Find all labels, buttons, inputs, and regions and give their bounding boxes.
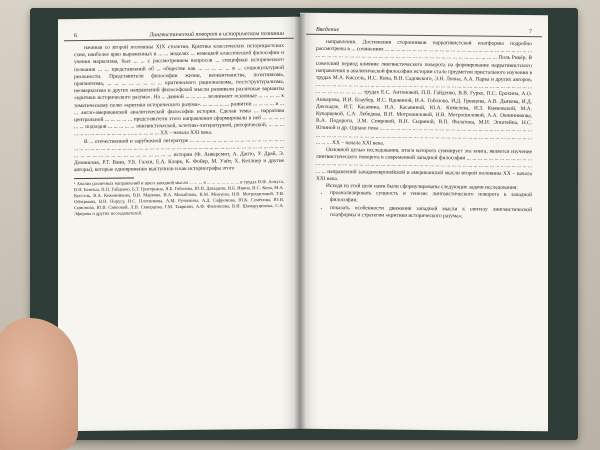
footnote-rule <box>74 177 134 179</box>
task-list <box>316 190 532 221</box>
footnote: ¹ Анализ различных направлений и школ западной мысли ... ... ... и ... ... ... ... ... ... ... в трудах В.Ф. Асмуса, В.Н. Бенеша, П.П. Гайденко, Б.Т. Григорьяна, Я.Б. Гобозова, Ю.Н. Давыдова, В.Б. Ивина, И.С. Кона, М.А. Киссель, В.А. Кожевникова, В.В. Маркова, И.А. Михайлова, В.М. Межуева, Н.В. Мотрошиловой, Т.И. Ойзермана, В.Н. Порусу, Н.С. Плотникова, А.М. Руткевича, А.Д. Сафронова, Ю.К. Семёнова, Ю.Н. Симонова, Ю.В. Синеокой, Л.В. Скворцова, Г.М. Тавризян, А.Ф. Филиппова, В.И. Шамаруцинова, С.А. Эфирова и других исследователей. <box>74 178 284 216</box>
paragraph: Исходя из этой цели нами были сформулированы следующие задачи исследования: <box>326 183 518 192</box>
left-running-head <box>64 17 294 41</box>
paragraph: направления. Достижения сторонников нарративистской платформы подробно рассмотрены в ... сочинениях ... ... ... ... ... ... ... ... ... ... ... ... ... ... ... ... ... ... ... ... ... ... ... ... ... ... ... ... ... ... ... ... ... ... ... ... ... ... ... ... ... ... ... ... ... ... ... ... ... ... ... ... ... ... ... ... ... ... ... Поль Рикёр. В советский период влияние лингвистического поворота на формирование нарративистского направления в аналитической философии истории стало предметом пристального изучения в трудах М.А. Киссель, И.С. Кона, В.Н. Садовского, Э.Н. Лоона, А.А. Парка и других авторов, ... ... ... ... ... ... ... ... ... ... ... ... ... ... ... ... ... ... ... ... ... ... ... ... ... ... ... ... ... ... ... ... ... ... ... ... ... ... ... ... ... ... ... ... ... ... ... ... трудах Е.С. Антоновой, П.П. Гайденко, В.В. Гурко, П.С. Ерохина, А.О. Ашкерова, И.И. Блаубер, И.С. Вдовиной, И.А. Гобозова, И.Д. Гревцова, А.В. Дьякова, И.Д. Джохадзе, И.Т. Касавина, Н.А. Касавиной, Ю.А. Кимелева, И.З. Кияновской, М.А. Кукарцевой, С.А. Лебедева, В.Н. Мотрошиловой, Н.В. Мотрошиловой, А.А. Овчинникова, В.А. Подороги, Э.М. Спировой, В.Н. Сыриной, В.П. Филатова, М.Н. Эпштейна, Н.С. Юлиной и др. Однако пока ... ... ... ... ... ... ... ... ... ... ... ... ... ... ... ... ... ... ... ... ... ... ... ... ... ... ... ... ... ... ... ... ... ... ... ... ... ... ... ... ... ... ... ... ... ... ... ... ... ... ... ... ... ... ... ... ... ... ... ... ... ... ... ... ... ... ... ... ... ... ... XX – начала XXI века. <box>316 38 532 147</box>
right-running-title: Введение <box>316 26 340 34</box>
right-running-head <box>306 13 542 37</box>
left-body-text <box>58 39 300 217</box>
right-page <box>300 13 548 432</box>
paragraph: Основной целью исследования, итоги которого суммирует эта книга, является изучение лингвистического поворота в современной западной философии ... ... ... ... ... ... ... ... ... ... ... ... ... ... ... ... ... ... ... ... ... ... ... ... ... ... ... ... ... ... ... ... ... ... ... ... ... ... ... ... ... ... ... ... ... ... ... ... ... ... ... ... ... ... направлений западноевропейской и американской мысли второй половины XX – начала XXI века. <box>316 147 532 182</box>
paragraph: В ... отечественной и зарубежной литературе ... ... ... ... ... ... ... ... ... ... ... ... ... ... ... ... ... ... ... ... ... ... ... ... ... ... ... ... ... ... ... ... ... ... ... ... ... ... ... ... ... ... ... ... ... ... ... ... ... ... ... ... ... ... ... ... ... ... ... ... ... ... ... ... ... ... ... ... ... ... ... ... истории (Ф. Анкерсмит, А. Данто, У. Драй, Э. Доманская, Р.Т. Ванн, У.Б. Галли, Е.А. Кларк, К. Фойер, М. Уайт, Х. Келлнер и другие авторы), которые одновременно выступили и как историографы этого <box>74 136 284 174</box>
list-item: • показать особенности движения западной мысли к синтезу лингвистической платформы и стратегии «критики исторического разума»; <box>330 205 532 222</box>
left-page-number: 6 <box>74 33 77 40</box>
left-page <box>58 17 300 432</box>
right-body-text <box>300 35 548 222</box>
list-item: • проанализировать сущность и генезис лингвистического поворота в западной философии; <box>330 190 532 207</box>
hand-holding-book <box>0 318 78 450</box>
book-gutter <box>294 14 306 430</box>
right-page-number: 7 <box>529 29 532 36</box>
left-running-title: Лингвистический поворот в историческом познании <box>149 30 284 39</box>
paragraph: начиная со второй половины XIX столетия. Критика классических историцистских схем, наиболее ярко выраженных в ... ... моделях ... немецкой классической философии и учения марксизма, был ... ... с рассмотрением вопросов ... специфики исторического познания ... ... представлений об ... обществе как ... ... ... ... ... в ... социокультурной реальности. Представители философии жизни, неокантианства, позитивизма, прагматизма, ... ... ... ... ... ... ... ... критического рационализма, постструктурализма, неомарксизма и других направлений философской мысли развивали различные варианты «критики исторического разума». На ... данной ... ... ... ... возникают основные ... ... ... ... к тематическому полю «критики исторического разума». ... ... ... ... ... развитии ... ... ... ... и ... ... англо-американской аналитической философии истории. Сделав темы ... нарратива центральной ... ... ... ... ... представители этого направления сформировали в ней ... ... ... ... ... ... подходов ... ... ... ... ... лингвистической, эстетико-литературной, риторической, ... ... ... ... ... ... ... ... ... ... ... ... ... ... ... ... ... ... ... XX – начала XXI века. <box>74 42 284 138</box>
